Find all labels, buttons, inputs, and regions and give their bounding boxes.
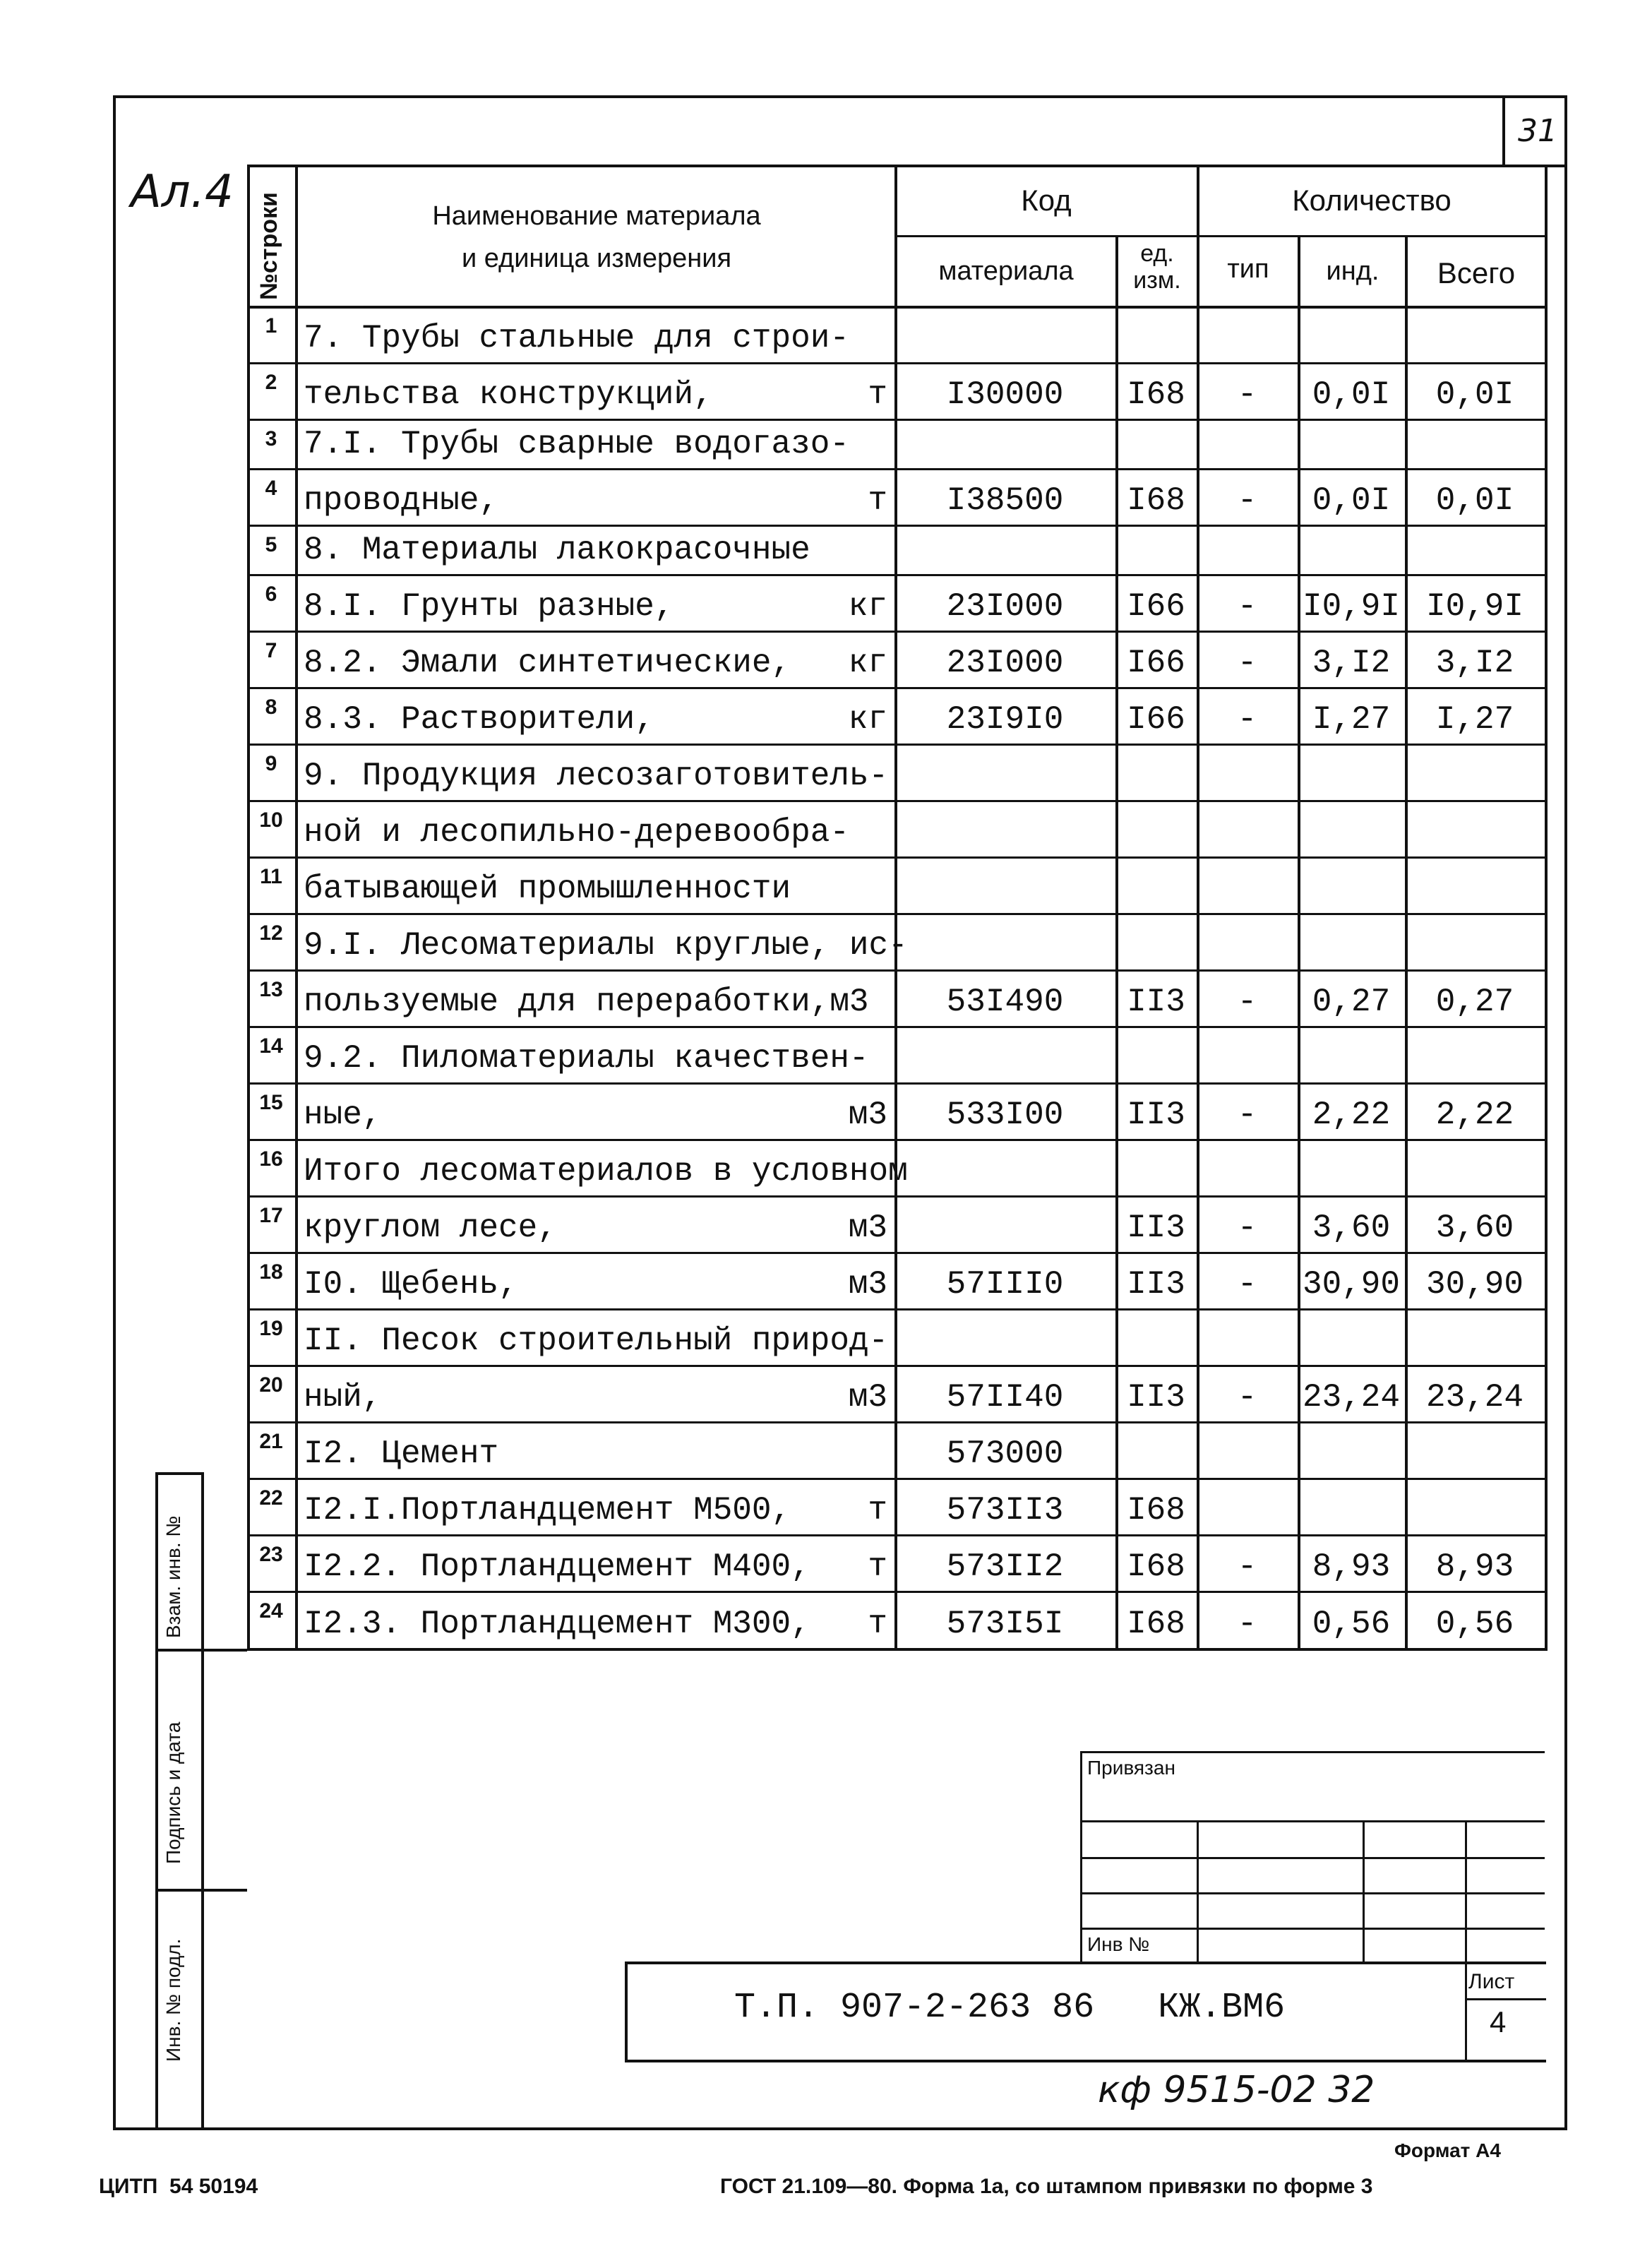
row-number: 20 [259, 1373, 283, 1397]
quantity-total: I,27 [1435, 701, 1514, 738]
material-name: проводные, [304, 482, 499, 519]
row-number: 23 [259, 1543, 283, 1566]
material-code: 57III0 [946, 1266, 1064, 1303]
row-number: 9 [265, 752, 277, 775]
unit-header: ед. изм. [1133, 240, 1181, 294]
material-name: I2.2. Портландцемент М400, [304, 1548, 810, 1585]
unit-code: I68 [1127, 376, 1185, 413]
unit-code: II3 [1127, 1379, 1185, 1416]
material-code: I30000 [946, 376, 1064, 413]
row-number: 5 [265, 533, 277, 556]
rownum-header: №строки [256, 192, 282, 300]
quantity-total: 0,0I [1435, 376, 1514, 413]
material-name: I2.I.Портландцемент М500, [304, 1492, 791, 1529]
quantity-header: Количество [1292, 184, 1452, 217]
quantity-type: - [1237, 1548, 1257, 1585]
measure-unit: м3 [848, 1266, 887, 1303]
sheet-number: 4 [1490, 2005, 1507, 2038]
row-number: 1 [265, 314, 277, 338]
quantity-total: 8,93 [1435, 1548, 1514, 1585]
material-name: 9. Продукция лесозаготовитель- [304, 758, 889, 794]
row-number: 15 [259, 1091, 283, 1114]
quantity-type: - [1237, 984, 1257, 1020]
row-number: 24 [259, 1599, 283, 1623]
material-name: пользуемые для переработки,м3 [304, 984, 869, 1020]
row-number: 4 [265, 477, 277, 500]
material-name: тельства конструкций, [304, 376, 713, 413]
row-number: 12 [259, 921, 283, 945]
quantity-total: 30,90 [1425, 1266, 1524, 1303]
quantity-type: - [1237, 588, 1257, 625]
unit-code: I68 [1127, 1548, 1185, 1585]
vzam-inv-label: Взам. инв. № [162, 1515, 184, 1638]
ind-header: инд. [1326, 256, 1379, 286]
quantity-ind: 3,I2 [1312, 645, 1391, 681]
quantity-ind: I0,9I [1302, 588, 1401, 625]
measure-unit: т [868, 1492, 887, 1529]
bottom-left-mark: ЦИТП 54 50194 [99, 2175, 258, 2198]
quantity-total: 3,I2 [1435, 645, 1514, 681]
quantity-ind: 0,0I [1312, 482, 1391, 519]
quantity-ind: 0,27 [1312, 984, 1391, 1020]
quantity-ind: 3,60 [1312, 1210, 1391, 1246]
privyazan-label: Привязан [1087, 1757, 1175, 1779]
measure-unit: кг [848, 588, 887, 625]
material-name: круглом лесе, [304, 1210, 557, 1246]
unit-code: I66 [1127, 588, 1185, 625]
quantity-type: - [1237, 482, 1257, 519]
row-number: 13 [259, 978, 283, 1001]
material-name: 7. Трубы стальные для строи- [304, 320, 849, 357]
quantity-ind: 2,22 [1312, 1097, 1391, 1133]
row-number: 22 [259, 1486, 283, 1510]
quantity-ind: I,27 [1312, 701, 1391, 738]
quantity-type: - [1237, 1097, 1257, 1133]
quantity-total: 0,27 [1435, 984, 1514, 1020]
material-name: Итого лесоматериалов в условном [304, 1153, 908, 1190]
handwritten-code: кф 9515-02 32 [1098, 2069, 1375, 2111]
unit-code: II3 [1127, 1097, 1185, 1133]
material-name: 8. Материалы лакокрасочные [304, 532, 810, 568]
total-header: Всего [1437, 256, 1516, 289]
material-code: 533I00 [946, 1097, 1064, 1133]
row-number: 16 [259, 1147, 283, 1171]
quantity-type: - [1237, 1210, 1257, 1246]
sheet-label: Лист [1468, 1970, 1515, 1993]
podpis-data-label: Подпись и дата [162, 1721, 184, 1864]
material-code: 573I5I [946, 1606, 1064, 1642]
inv-no-label: Инв № [1087, 1933, 1150, 1955]
row-number: 17 [259, 1204, 283, 1227]
quantity-total: I0,9I [1425, 588, 1524, 625]
quantity-ind: 30,90 [1302, 1266, 1401, 1303]
row-number: 7 [265, 639, 277, 662]
unit-code: I68 [1127, 1606, 1185, 1642]
material-name: ный, [304, 1379, 382, 1416]
unit-code: I66 [1127, 701, 1185, 738]
quantity-type: - [1237, 1379, 1257, 1416]
quantity-total: 23,24 [1425, 1379, 1524, 1416]
row-number: 21 [259, 1430, 283, 1453]
measure-unit: т [868, 376, 887, 413]
quantity-ind: 0,56 [1312, 1606, 1391, 1642]
format-label: Формат А4 [1394, 2139, 1501, 2161]
quantity-type: - [1237, 1606, 1257, 1642]
quantity-total: 0,0I [1435, 482, 1514, 519]
row-number: 11 [260, 865, 282, 888]
material-code: 23I000 [946, 588, 1064, 625]
quantity-total: 0,56 [1435, 1606, 1514, 1642]
material-name: 8.3. Растворители, [304, 701, 654, 738]
row-number: 10 [259, 808, 283, 832]
material-name: 7.I. Трубы сварные водогазо- [304, 426, 849, 462]
row-number: 18 [259, 1260, 283, 1284]
quantity-type: - [1237, 1266, 1257, 1303]
quantity-ind: 0,0I [1312, 376, 1391, 413]
material-name: II. Песок строительный природ- [304, 1322, 889, 1359]
material-name: батывающей промышленности [304, 871, 791, 907]
material-header: материала [938, 256, 1074, 286]
unit-code: II3 [1127, 984, 1185, 1020]
material-code: I38500 [946, 482, 1064, 519]
document-designation: Т.П. 907-2-263 86 КЖ.ВМ6 [734, 1988, 1286, 2028]
measure-unit: т [868, 1548, 887, 1585]
material-code: 573II2 [946, 1548, 1064, 1585]
material-name: I2.3. Портландцемент М300, [304, 1606, 810, 1642]
album-mark: Ал.4 [131, 166, 234, 218]
measure-unit: кг [848, 645, 887, 681]
name-header-line2: и единица измерения [461, 244, 732, 273]
measure-unit: м3 [848, 1097, 887, 1133]
unit-code: I66 [1127, 645, 1185, 681]
material-code: 573000 [946, 1435, 1064, 1472]
row-number: 3 [265, 427, 277, 450]
material-code: 53I490 [946, 984, 1064, 1020]
quantity-total: 3,60 [1435, 1210, 1514, 1246]
measure-unit: м3 [848, 1379, 887, 1416]
material-name: 8.I. Грунты разные, [304, 588, 674, 625]
quantity-total: 2,22 [1435, 1097, 1514, 1133]
unit-code: I68 [1127, 1492, 1185, 1529]
material-name: 9.I. Лесоматериалы круглые, ис- [304, 927, 908, 964]
material-code: 23I000 [946, 645, 1064, 681]
unit-code: I68 [1127, 482, 1185, 519]
gost-footer: ГОСТ 21.109—80. Форма 1а, со штампом привязки по форме 3 [720, 2175, 1373, 2198]
inv-podl-label: Инв. № подл. [162, 1938, 184, 2062]
measure-unit: кг [848, 701, 887, 738]
material-name: I0. Щебень, [304, 1266, 518, 1303]
unit-code: II3 [1127, 1266, 1185, 1303]
code-header: Код [1021, 184, 1072, 217]
row-number: 14 [259, 1034, 283, 1058]
row-number: 2 [265, 371, 277, 394]
sheet-corner-number: 31 [1518, 113, 1557, 149]
row-number: 8 [265, 695, 277, 719]
measure-unit: м3 [848, 1210, 887, 1246]
material-code: 573II3 [946, 1492, 1064, 1529]
quantity-type: - [1237, 376, 1257, 413]
material-code: 57II40 [946, 1379, 1064, 1416]
unit-code: II3 [1127, 1210, 1185, 1246]
quantity-type: - [1237, 701, 1257, 738]
measure-unit: т [868, 1606, 887, 1642]
material-name: 9.2. Пиломатериалы качествен- [304, 1040, 869, 1077]
quantity-ind: 8,93 [1312, 1548, 1391, 1585]
material-name: I2. Цемент [304, 1435, 499, 1472]
material-name: ные, [304, 1097, 382, 1133]
material-code: 23I9I0 [946, 701, 1064, 738]
quantity-type: - [1237, 645, 1257, 681]
material-name: ной и лесопильно-деревообра- [304, 814, 849, 851]
row-number: 19 [259, 1317, 283, 1340]
measure-unit: т [868, 482, 887, 519]
type-header: тип [1227, 254, 1269, 284]
name-header-line1: Наименование материала [432, 201, 761, 231]
quantity-ind: 23,24 [1302, 1379, 1401, 1416]
material-name: 8.2. Эмали синтетические, [304, 645, 791, 681]
row-number: 6 [265, 583, 277, 606]
